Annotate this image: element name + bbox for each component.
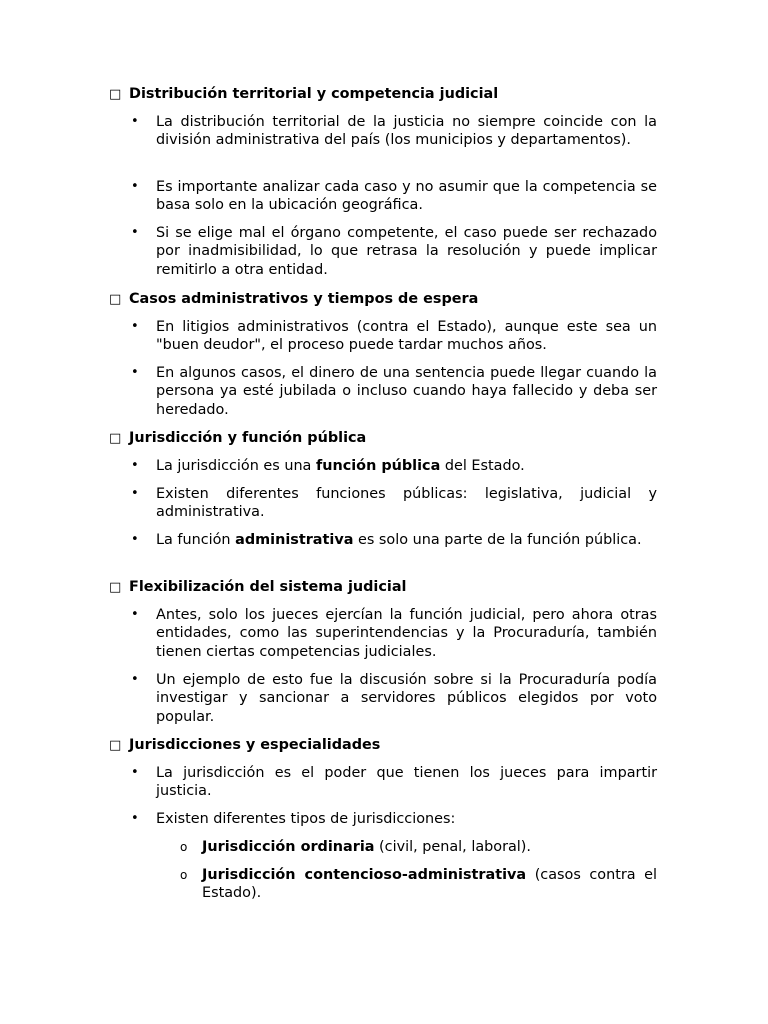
bullet-icon: • [131, 672, 139, 687]
section-heading [109, 578, 669, 597]
emphasis: administrativa [235, 532, 354, 548]
bullet-icon: • [131, 607, 139, 622]
section-heading [109, 736, 669, 755]
emphasis: Jurisdicción ordinaria [202, 839, 375, 855]
section-title: Flexibilización del sistema judicial [129, 579, 407, 595]
bullet-icon: • [131, 486, 139, 501]
item-text: del Estado. [440, 458, 525, 474]
section-heading [109, 429, 669, 448]
bullet-icon: • [131, 458, 139, 473]
sub-list-item [202, 838, 657, 856]
list-item: Antes, solo los jueces ejercían la función judicial, pero ahora otras entidades, como las superintendencias y la Procuraduría, también tienen ciertas competencias judiciales. [156, 607, 657, 660]
bullet-icon: • [131, 319, 139, 334]
section-title: Jurisdicciones y especialidades [129, 737, 381, 753]
emphasis: función pública [315, 458, 441, 474]
bullet-icon: • [131, 765, 139, 780]
item-text: es solo una parte de la función pública. [353, 532, 642, 548]
checkbox-icon: □ [109, 738, 122, 753]
item-text: La jurisdicción es una [156, 458, 316, 474]
checkbox-icon: □ [109, 292, 122, 307]
emphasis: Jurisdicción contencioso-administrativa [202, 867, 527, 883]
item-text: (casos contra el Estado). [202, 867, 657, 902]
bullet-icon: • [131, 532, 139, 547]
checkbox-icon: □ [109, 580, 122, 595]
checkbox-icon: □ [109, 431, 122, 446]
list-item: La distribución territorial de la justicia no siempre coincide con la división administrativa del país (los municipios y departamentos). [156, 114, 657, 149]
list-item: La jurisdicción es el poder que tienen los jueces para impartir justicia. [156, 765, 657, 800]
item-text: La función [156, 532, 236, 548]
bullet-icon: • [131, 225, 139, 240]
checkbox-icon: □ [109, 87, 122, 102]
list-item: Existen diferentes tipos de jurisdicciones: [156, 811, 456, 827]
list-item [156, 531, 657, 549]
list-item [156, 457, 657, 475]
sub-bullet-icon: o [180, 868, 188, 882]
section-title: Casos administrativos y tiempos de espera [129, 291, 479, 307]
list-item: En litigios administrativos (contra el Estado), aunque este sea un "buen deudor", el proceso puede tardar muchos años. [156, 319, 657, 354]
section-title: Jurisdicción y función pública [129, 430, 367, 446]
sub-list-item [202, 866, 657, 903]
bullet-icon: • [131, 179, 139, 194]
item-text: (civil, penal, laboral). [374, 839, 531, 855]
bullet-icon: • [131, 811, 139, 826]
bullet-icon: • [131, 114, 139, 129]
list-item: Existen diferentes funciones públicas: legislativa, judicial y administrativa. [156, 486, 657, 521]
list-item: Es importante analizar cada caso y no asumir que la competencia se basa solo en la ubicación geográfica. [156, 179, 657, 214]
list-item: En algunos casos, el dinero de una sentencia puede llegar cuando la persona ya esté jubilada o incluso cuando haya fallecido y deba ser heredado. [156, 365, 657, 418]
bullet-icon: • [131, 365, 139, 380]
section-heading [109, 85, 669, 104]
section-heading [109, 290, 669, 309]
list-item: Si se elige mal el órgano competente, el caso puede ser rechazado por inadmisibilidad, lo que retrasa la resolución y puede implicar remitirlo a otra entidad. [156, 225, 657, 278]
list-item: Un ejemplo de esto fue la discusión sobre si la Procuraduría podía investigar y sancionar a servidores públicos elegidos por voto popular. [156, 672, 657, 725]
sub-bullet-icon: o [180, 840, 188, 854]
section-title: Distribución territorial y competencia judicial [129, 86, 499, 102]
